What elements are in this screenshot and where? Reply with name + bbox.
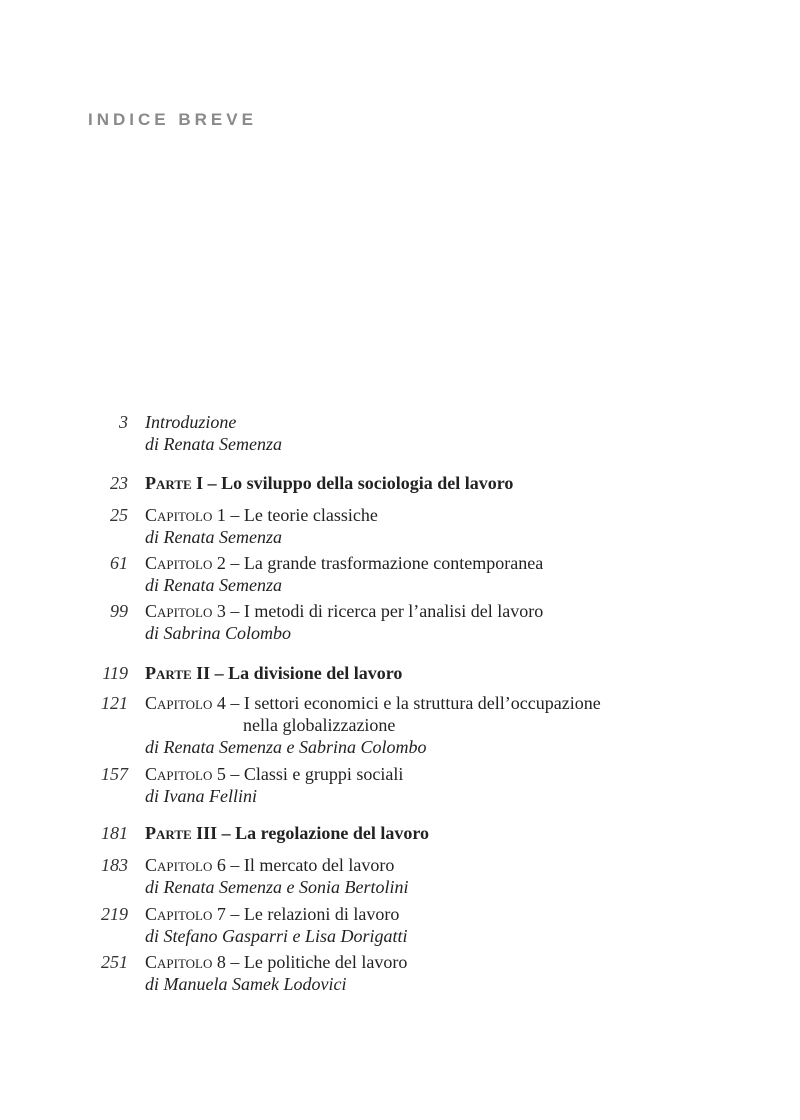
page-number: 3 xyxy=(119,412,128,432)
entry-author: di Manuela Samek Lodovici xyxy=(145,974,347,994)
entry-author: di Sabrina Colombo xyxy=(145,623,292,643)
entry-title-line: Parte I – Lo sviluppo della sociologia del lavoro xyxy=(145,473,514,493)
entry-title-line: Capitolo 1 – Le teorie classiche xyxy=(145,505,378,525)
page-number: 251 xyxy=(101,952,128,972)
page-number: 119 xyxy=(102,663,128,683)
index-heading: INDICE BREVE xyxy=(88,110,257,129)
entry-author: di Stefano Gasparri e Lisa Dorigatti xyxy=(145,926,408,946)
page-number: 181 xyxy=(101,823,128,843)
page-number: 61 xyxy=(110,553,128,573)
entry-title-line: Capitolo 3 – I metodi di ricerca per l’analisi del lavoro xyxy=(145,601,544,621)
page-number: 121 xyxy=(101,693,128,713)
entry-title: Introduzione xyxy=(145,412,237,432)
entry-title-line: Capitolo 6 – Il mercato del lavoro xyxy=(145,855,395,875)
entry-title-line: Capitolo 5 – Classi e gruppi sociali xyxy=(145,764,404,784)
entry-author: di Renata Semenza xyxy=(145,575,282,595)
entry-author: di Renata Semenza e Sonia Bertolini xyxy=(145,877,409,897)
entry-title-line: Capitolo 8 – Le politiche del lavoro xyxy=(145,952,408,972)
entry-title-line: Parte III – La regolazione del lavoro xyxy=(145,823,429,843)
entry-author: di Renata Semenza e Sabrina Colombo xyxy=(145,737,427,757)
entry-title-continuation: nella globalizzazione xyxy=(243,715,396,735)
page-number: 219 xyxy=(101,904,128,924)
page-number: 99 xyxy=(110,601,128,621)
entry-title-line: Capitolo 2 – La grande trasformazione contemporanea xyxy=(145,553,544,573)
page-number: 183 xyxy=(101,855,128,875)
entry-title-line: Capitolo 7 – Le relazioni di lavoro xyxy=(145,904,400,924)
page-number: 157 xyxy=(101,764,128,784)
entry-title-line: Capitolo 4 – I settori economici e la struttura dell’occupazione xyxy=(145,693,601,713)
page-number: 25 xyxy=(110,505,128,525)
entry-author: di Ivana Fellini xyxy=(145,786,257,806)
entry-title-line: Parte II – La divisione del lavoro xyxy=(145,663,403,683)
page-number: 23 xyxy=(110,473,128,493)
entry-author: di Renata Semenza xyxy=(145,527,282,547)
entry-author: di Renata Semenza xyxy=(145,434,282,454)
